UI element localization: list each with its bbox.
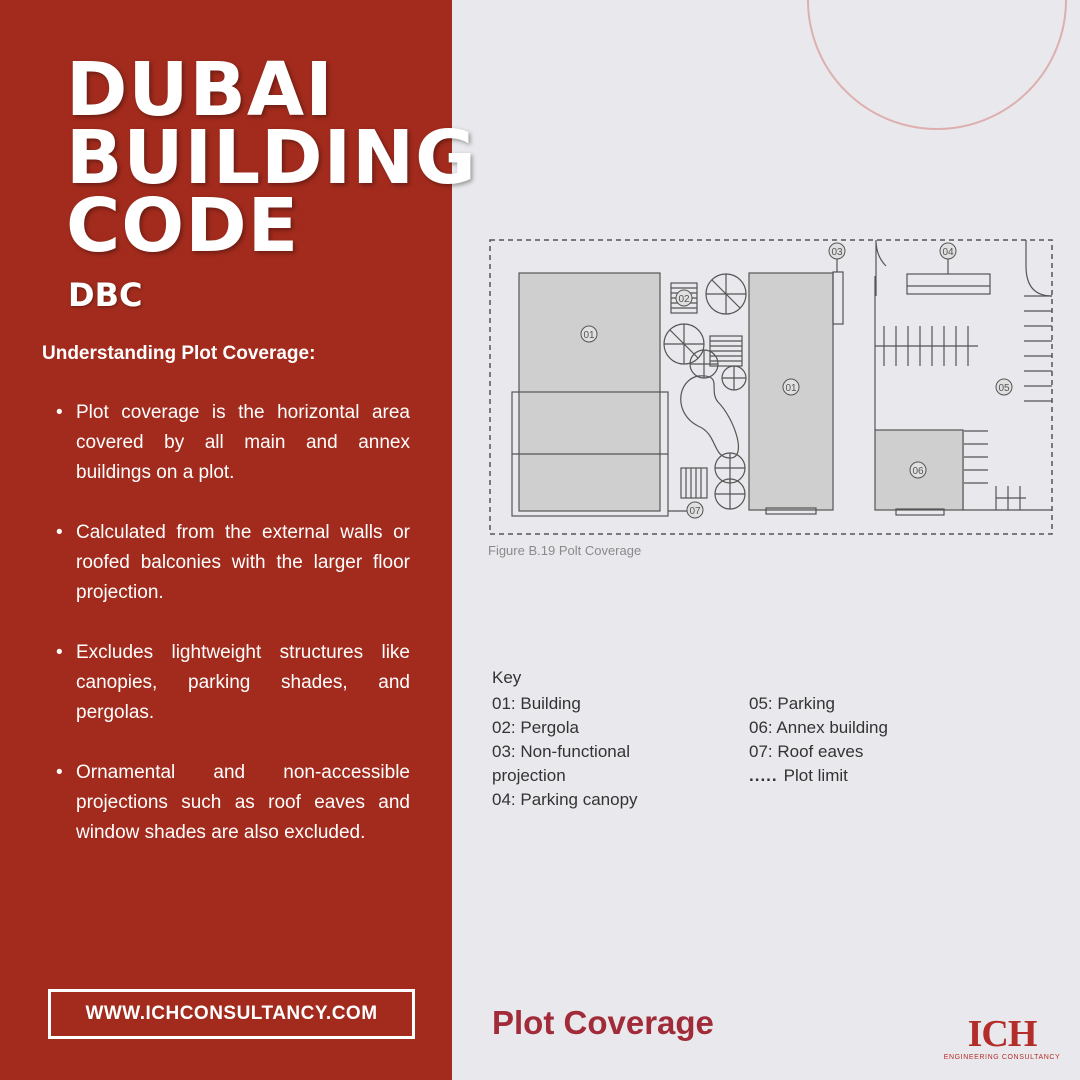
marker-label-building-left: 01 <box>583 330 595 341</box>
logo-tagline: ENGINEERING CONSULTANCY <box>943 1054 1061 1061</box>
logo-mark: ICH <box>967 1013 1037 1055</box>
pergola-middle <box>710 336 742 366</box>
key-list-left <box>492 692 682 812</box>
pergola-bottom <box>681 468 707 498</box>
right-panel <box>452 0 1080 1080</box>
marker-label-pergola: 02 <box>678 294 690 305</box>
key-item-plot-limit <box>749 764 949 788</box>
parking-boundary <box>876 240 1052 296</box>
page-subtitle: DBC <box>68 276 143 314</box>
figure-caption: Figure B.19 Polt Coverage <box>488 543 642 558</box>
bullet-item: • Plot coverage is the horizontal area covered by all main and annex buildings on a plot. <box>50 398 410 488</box>
key-item: 06: Annex building <box>749 718 888 737</box>
title-line-dubai: DUBAI <box>66 47 334 133</box>
key-item: 03: Non-functional projection <box>492 742 630 785</box>
bullet-list <box>50 398 410 878</box>
decorative-arc <box>807 0 1067 130</box>
section-heading: Understanding Plot Coverage: <box>42 343 316 364</box>
plot-coverage-diagram <box>486 236 1056 540</box>
key-item: 07: Roof eaves <box>749 742 864 761</box>
company-logo <box>938 1013 1066 1061</box>
key-list-right <box>749 692 949 788</box>
marker-label-building-middle: 01 <box>785 383 797 394</box>
tree-3 <box>690 350 718 378</box>
marker-label-projection: 03 <box>831 247 843 258</box>
bullet-item: • Excludes lightweight structures like canopies, parking shades, and pergolas. <box>50 638 410 728</box>
tree-4 <box>722 366 746 390</box>
section-title-plot-coverage: Plot Coverage <box>492 1004 714 1041</box>
plot-limit-symbol: ..... <box>749 766 778 785</box>
non-functional-projection <box>833 272 843 324</box>
parking-bays-top <box>875 326 978 366</box>
tree-6 <box>715 479 745 509</box>
title-line-code: CODE <box>66 183 300 269</box>
marker-label-annex: 06 <box>912 466 924 477</box>
marker-label-parking-canopy: 04 <box>942 247 954 258</box>
marker-label-eaves: 07 <box>689 506 701 517</box>
key-item: 02: Pergola <box>492 718 579 737</box>
key-item: 05: Parking <box>749 694 835 713</box>
parking-bays-right <box>1024 296 1052 401</box>
key-item: 04: Parking canopy <box>492 790 638 809</box>
page-title <box>66 47 477 269</box>
plot-limit-label: Plot limit <box>783 766 848 785</box>
marker-label-parking: 05 <box>998 383 1010 394</box>
title-line-building: BUILDING <box>66 115 477 201</box>
tree-2 <box>664 324 704 364</box>
parking-canopy <box>907 274 990 294</box>
bullet-item: • Calculated from the external walls or roofed balconies with the larger floor projection. <box>50 518 410 608</box>
swimming-pool <box>681 376 739 458</box>
tree-1 <box>706 274 746 314</box>
parking-bays-lower <box>964 431 1026 510</box>
bullet-item: • Ornamental and non-accessible projections such as roof eaves and window shades are also excluded. <box>50 758 410 848</box>
key-item: 01: Building <box>492 694 581 713</box>
website-link[interactable]: WWW.ICHCONSULTANCY.COM <box>48 989 415 1039</box>
key-title: Key <box>492 668 522 687</box>
